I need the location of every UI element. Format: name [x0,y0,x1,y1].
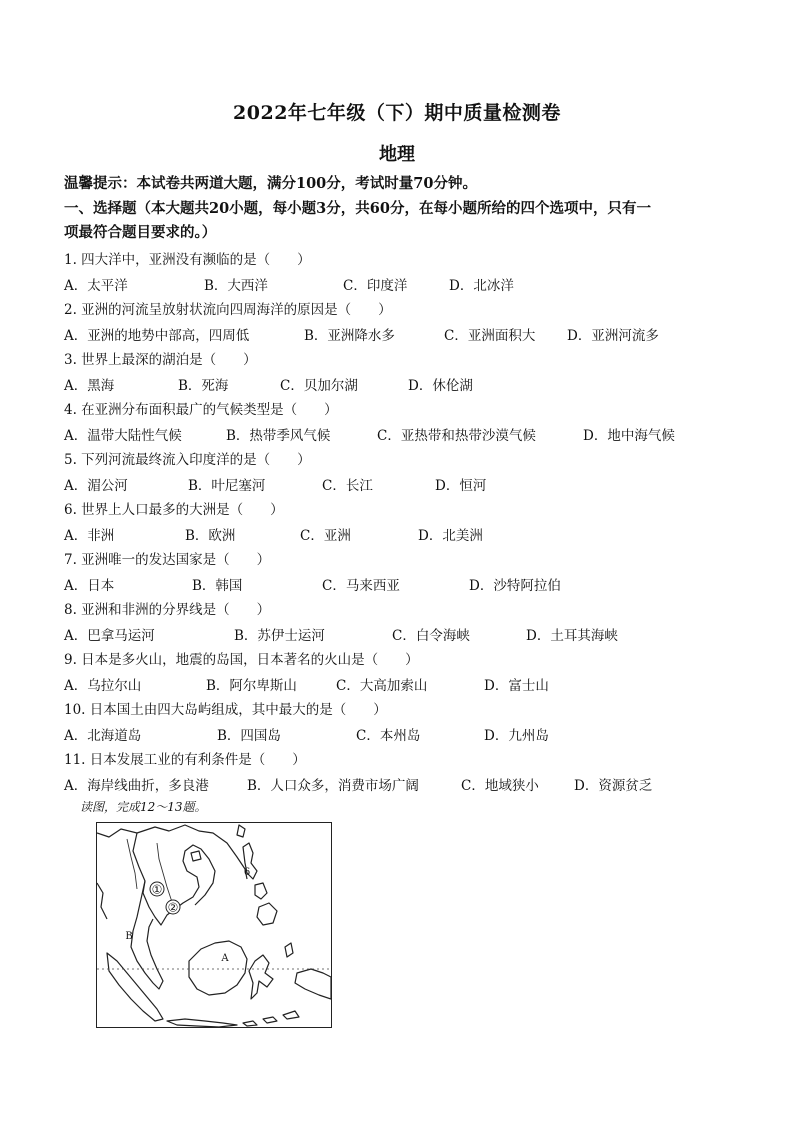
bengal-coast [97,883,107,919]
china-coast [97,825,247,879]
option-c: C．地域狭小 [461,778,539,794]
map-label-2: ② [167,900,179,915]
option-a: A．温带大陆性气候 [64,428,182,444]
question-1: 1. 四大洋中，亚洲没有濒临的是（ ） [64,252,311,268]
map-drawing [97,823,331,1027]
taiwan-island [237,825,245,837]
question-5-options [64,474,744,494]
lesser-sunda-1 [243,1021,257,1026]
malay-peninsula [131,881,163,989]
question-3-options [64,374,744,394]
option-a: A．非洲 [64,528,115,544]
question-8: 8. 亚洲和非洲的分界线是（ ） [64,602,271,618]
question-2-options [64,324,744,344]
option-d: D．北冰洋 [449,278,514,294]
visayas-islands [255,883,267,899]
lesser-sunda-2 [263,1017,277,1023]
subject-title: 地理 [379,144,415,165]
option-b: B．热带季风气候 [226,428,331,444]
option-d: D．地中海气候 [583,428,675,444]
option-b: B．韩国 [192,578,243,594]
question-6-options [64,524,744,544]
option-d: D．北美洲 [418,528,483,544]
option-c: C．白令海峡 [392,628,470,644]
option-b: B．亚洲降水多 [304,328,395,344]
lesser-sunda-3 [283,1011,299,1019]
question-11-options [64,774,744,794]
option-a: A．日本 [64,578,115,594]
question-3: 3. 世界上最深的湖泊是（ ） [64,352,257,368]
option-d: D．富士山 [484,678,549,694]
question-4: 4. 在亚洲分布面积最广的气候类型是（ ） [64,402,338,418]
question-7-options [64,574,744,594]
option-b: B．阿尔卑斯山 [206,678,297,694]
option-a: A．亚洲的地势中部高，四周低 [64,328,250,344]
option-c: C．大高加索山 [336,678,428,694]
option-c: C．长江 [322,478,373,494]
maluku-island [285,943,293,957]
option-d: D．土耳其海峡 [526,628,618,644]
map-label-1: ① [151,882,163,897]
sulawesi-island [249,955,273,999]
option-b: B．欧洲 [185,528,236,544]
option-d: D．九州岛 [484,728,549,744]
option-c: C．亚洲 [300,528,351,544]
question-9-options [64,674,744,694]
mindanao-island [257,903,277,925]
map-label-6: 6 [243,867,251,878]
mekong-river [157,843,175,909]
question-8-options [64,624,744,644]
option-c: C．贝加尔湖 [280,378,358,394]
option-d: D．沙特阿拉伯 [469,578,561,594]
section-heading-line1: 一、选择题（本大题共20小题，每小题3分，共60分，在每小题所给的四个选项中，只有一 [64,200,651,217]
option-c: C．亚热带和热带沙漠气候 [377,428,536,444]
option-a: A．北海道岛 [64,728,142,744]
option-b: B．人口众多，消费市场广阔 [247,778,419,794]
option-c: C．本州岛 [356,728,421,744]
option-c: C．亚洲面积大 [444,328,536,344]
option-d: D．恒河 [435,478,487,494]
question-2: 2. 亚洲的河流呈放射状流向四周海洋的原因是（ ） [64,302,392,318]
section-heading-line2: 项最符合题目要求的。） [64,224,217,241]
question-1-options [64,274,744,294]
option-c: C．马来西亚 [322,578,400,594]
map-label-b: B [125,931,133,942]
option-a: A．海岸线曲折，多良港 [64,778,209,794]
option-d: D．休伦湖 [408,378,473,394]
option-b: B．苏伊士运河 [234,628,325,644]
option-b: B．大西洋 [204,278,268,294]
option-d: D．亚洲河流多 [567,328,659,344]
option-a: A．黑海 [64,378,115,394]
exam-tip: 温馨提示：本试卷共两道大题，满分100分，考试时量70分钟。 [64,175,477,192]
question-9: 9. 日本是多火山，地震的岛国，日本著名的火山是（ ） [64,652,419,668]
southeast-asia-map [96,822,332,1028]
option-c: C．印度洋 [343,278,408,294]
option-b: B．死海 [178,378,229,394]
option-a: A．太平洋 [64,278,128,294]
hainan-island [191,851,201,861]
option-a: A．乌拉尔山 [64,678,142,694]
question-10-options [64,724,744,744]
option-a: A．湄公河 [64,478,128,494]
question-10: 10. 日本国土由四大岛屿组成，其中最大的是（ ） [64,702,387,718]
map-label-a: A [221,953,229,964]
new-guinea-island [295,969,331,999]
question-7: 7. 亚洲唯一的发达国家是（ ） [64,552,271,568]
option-b: B．叶尼塞河 [188,478,266,494]
borneo-island [189,941,247,995]
option-a: A．巴拿马运河 [64,628,155,644]
salween-river [127,839,137,889]
question-11: 11. 日本发展工业的有利条件是（ ） [64,752,306,768]
question-6: 6. 世界上人口最多的大洲是（ ） [64,502,284,518]
page-title: 2022年七年级（下）期中质量检测卷 [233,102,561,124]
option-d: D．资源贫乏 [574,778,653,794]
question-4-options [64,424,744,444]
java-island [167,1019,237,1027]
question-5: 5. 下列河流最终流入印度洋的是（ ） [64,452,311,468]
map-instruction: 读图，完成12～13题。 [80,800,207,814]
option-b: B．四国岛 [217,728,281,744]
